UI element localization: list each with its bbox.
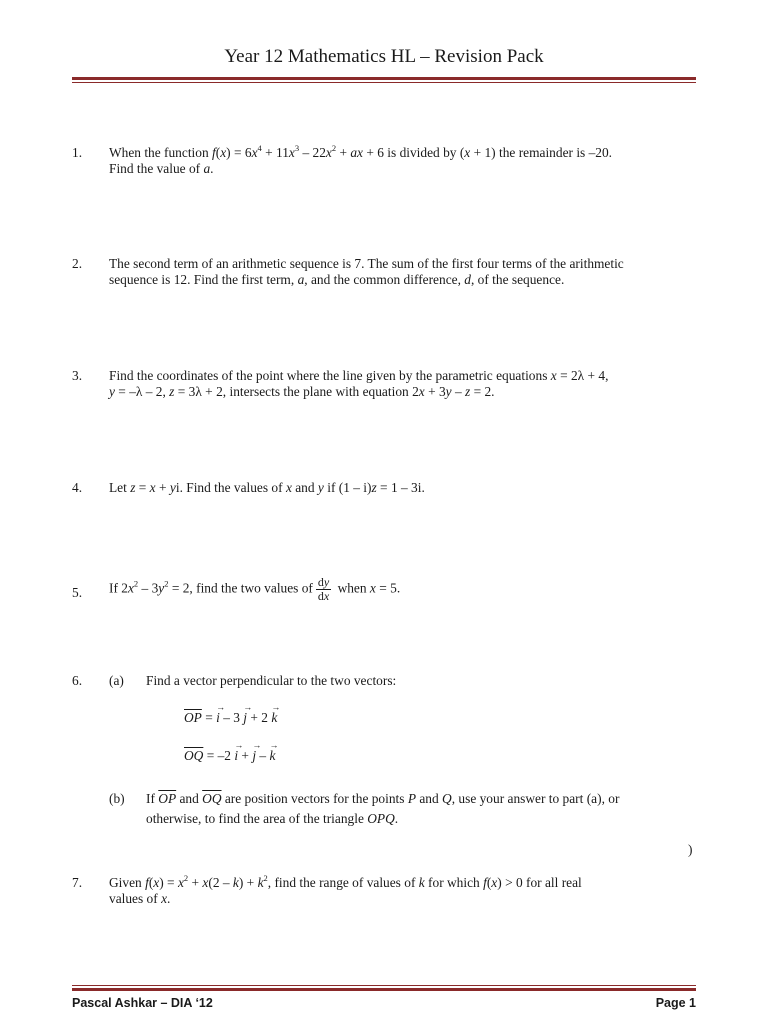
- part-a-label: (a): [109, 673, 124, 688]
- dy-dx-fraction: $\frac{dy}{dx}$: [317, 575, 330, 603]
- question-text: Given $f(x) = x^2 + x(2 - k) + k^2$, find the range of values of k for which f(x) > 0 for all real values of x.: [109, 873, 582, 906]
- question-6: [72, 673, 692, 833]
- footer-author: Pascal Ashkar – DIA ‘12: [72, 996, 213, 1010]
- question-number: 5.: [72, 585, 83, 600]
- footer-rule-thick: [72, 988, 696, 991]
- question-text: The second term of an arithmetic sequence is 7. The sum of the first four terms of the arithmetic sequence is 12. Find the first term, a, and the common difference, d, of the sequence.: [109, 256, 624, 287]
- question-number: 7.: [72, 875, 83, 890]
- question-number: 3.: [72, 368, 83, 383]
- question-number: 2.: [72, 256, 83, 271]
- question-number: 6.: [72, 673, 83, 688]
- question-text: Find the coordinates of the point where the line given by the parametric equations x = 2λ + 4, y = –λ – 2, z = 3λ + 2, intersects the plane with equation 2x + 3y – z = 2.: [109, 368, 609, 399]
- stray-mark: ): [688, 842, 693, 857]
- question-text: Let z = x + yi. Find the values of x and y if (1 – i)z = 1 – 3i.: [109, 480, 425, 495]
- part-a-text: Find a vector perpendicular to the two vectors:: [146, 673, 397, 688]
- question-text: If $2x^2 - 3y^2 = 2$, find the two values of $\frac{dy}{dx}$ when x = 5.: [109, 575, 401, 603]
- question-text: When the function $f(x) = 6x^4 + 11x^3 - 22x^2$ + ax + 6 is divided by (x + 1) the remainder is –20. Find the value of a.: [109, 143, 613, 176]
- part-b-label: (b): [109, 791, 125, 806]
- vector-op: $\overline{OP}$ = → i – 3 → j + 2 → k: [184, 710, 277, 726]
- page-title: Year 12 Mathematics HL – Revision Pack: [224, 46, 544, 67]
- vector-oq: $\overline{OQ} = -2 \to i$ + → j – → k: [184, 748, 275, 764]
- question-number: 4.: [72, 480, 83, 495]
- footer-rule-thin: [72, 985, 696, 986]
- part-b-text: If $\overline{OP}$ and $\overline{OQ}$ are position vectors for the points P and Q, use your answer to part (a), or otherwise, to find the area of the triangle OPQ.: [146, 791, 620, 826]
- footer-page-number: Page 1: [655, 996, 696, 1010]
- header-rule-thin: [72, 82, 696, 83]
- header-rule-thick: [72, 77, 696, 80]
- question-number: 1.: [72, 145, 83, 160]
